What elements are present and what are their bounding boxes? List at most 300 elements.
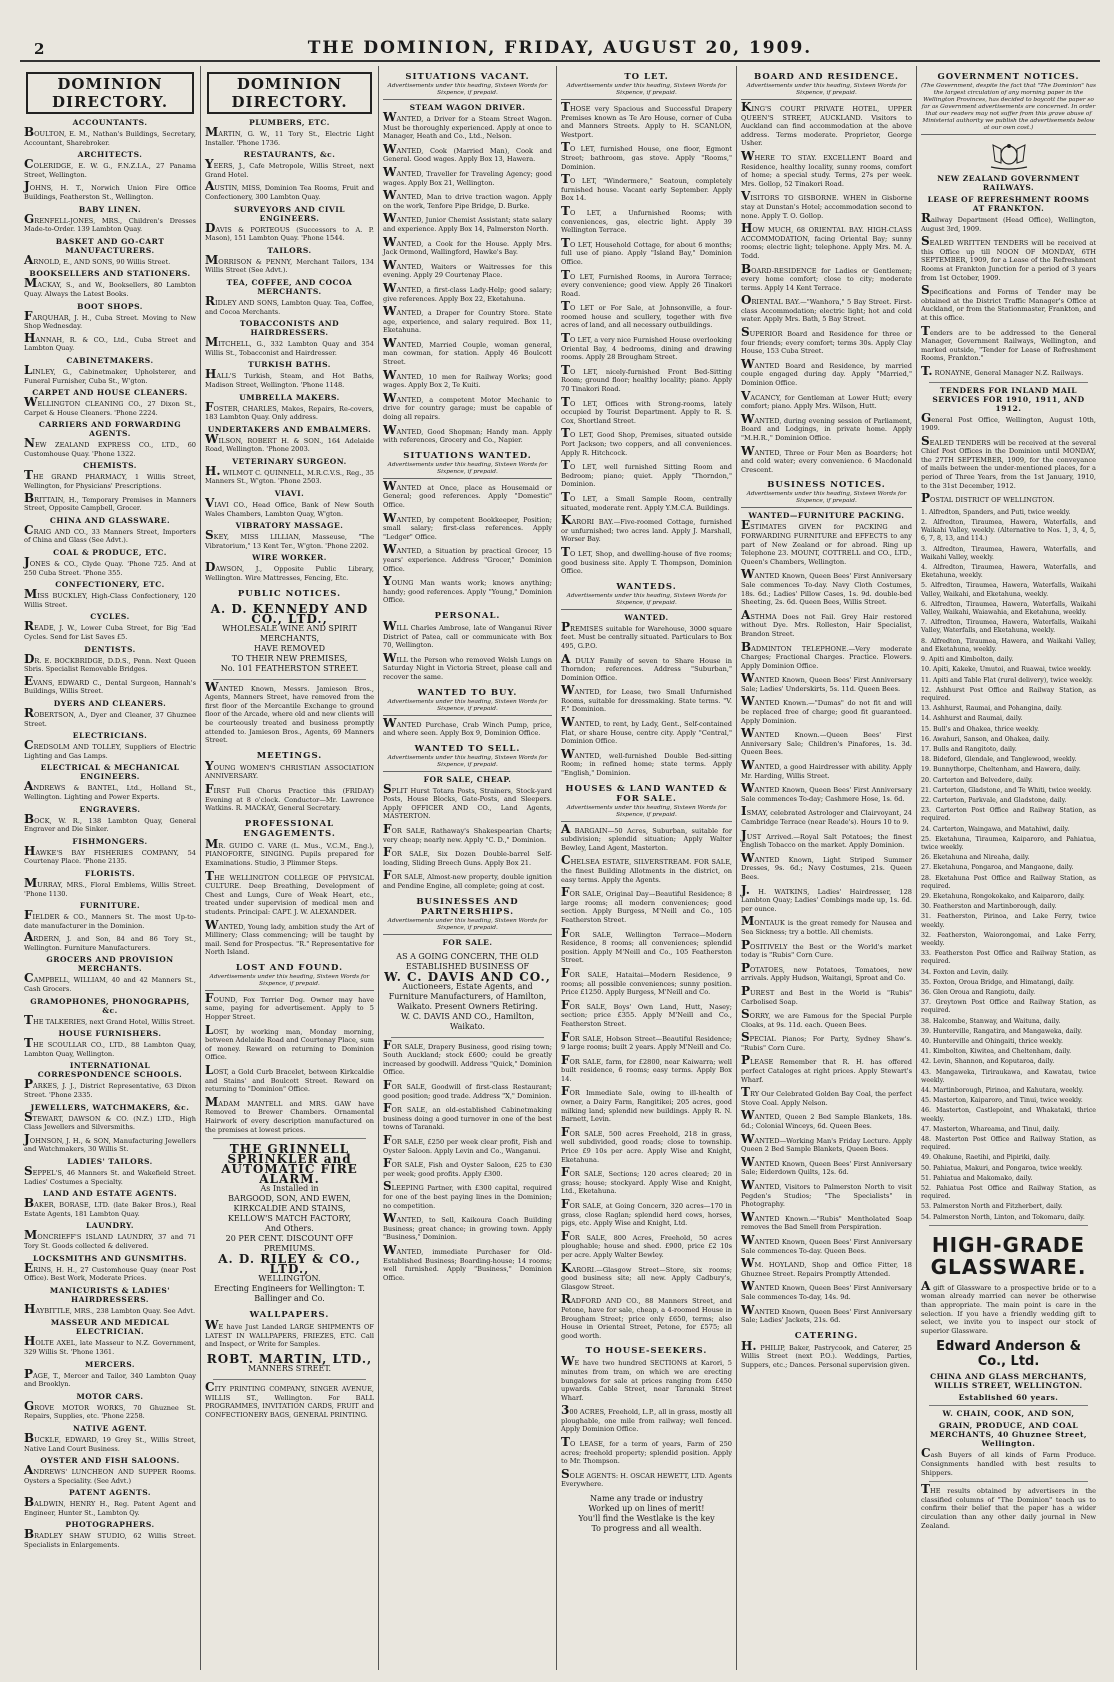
section-title: BUSINESSES AND PARTNERSHIPS. xyxy=(416,896,519,917)
classified-ad: VACANCY, for Gentleman at Lower Hutt; every comfort; piano. Apply Mrs. Wilson, Hutt. xyxy=(741,388,912,411)
verse-line: You'll find the Westlake is the key xyxy=(578,1514,715,1524)
directory-category: COAL & PRODUCE, ETC. xyxy=(53,548,167,558)
directory-category: TOBACCONISTS AND HAIRDRESSERS. xyxy=(239,319,340,338)
classified-ad: WANTED Known, Queen Bees' First Anniversary Sale commences To-day. Navy Cloth Costumes, 18s. 6d.; Ladies' Pillow Cases, 1s. 9d. double-bed Sheeting, 2s. 6d. Queen Bees, Willis Street. xyxy=(741,567,912,607)
classified-ad: WANTED, to Sell, Kaikoura Coach Building Business; great chance; in growing town. Apply "Business," Dominion. xyxy=(383,1211,552,1242)
directory-entry: BRITTAIN, H., Temporary Premises in Manners Street, Opposite Campbell, Grocer. xyxy=(24,490,196,513)
directory-category: TURKISH BATHS. xyxy=(248,360,331,370)
classified-ad: FOR SALE, an old-established Cabinetmaking business doing a good turnover in one of the best towns of Taranaki. xyxy=(383,1101,552,1132)
sub-heading: NEW ZEALAND GOVERNMENT RAILWAYS. xyxy=(937,174,1080,192)
directory-entry: EVANS, EDWARD C., Dental Surgeon, Hannah's Buildings, Willis Street. xyxy=(24,673,196,696)
directory-entry: ANDREWS' LUNCHEON AND SUPPER Rooms. Oysters a Speciality. (See Advt.) xyxy=(24,1463,196,1485)
directory-entry: COLERIDGE, E. W. G., F.N.Z.I.A., 27 Panama Street, Wellington. xyxy=(24,157,196,179)
classified-ad: PREMISES suitable for Warehouse, 3000 square feet. Must be centrally situated. Particulars to Box 495, G.P.O. xyxy=(561,619,732,650)
mail-route: 29. Eketahuna, Rongokokako, and Kaiparoro, daily. xyxy=(921,892,1085,900)
classified-ad: TO LET, a very nice Furnished House overlooking Oriental Bay, 4 bedrooms, dining and drawing rooms. Apply 28 Brougham Street. xyxy=(561,331,732,362)
directory-entry: CREDSOLM AND TOLLEY, Suppliers of Electric Lighting and Gas Lamps. xyxy=(24,738,196,760)
directory-category: VIBRATORY MASSAGE. xyxy=(235,521,344,531)
mail-route: 40. Hunterville and Ohingaiti, thrice weekly. xyxy=(921,1038,1063,1046)
classified-ad: WANTED, a Draper for Country Store. State age, experience, and salary required. Box 11, Eketahuna. xyxy=(383,304,552,335)
classified-ad: FOR SALE, 800 Acres, Freehold, 50 acres ploughable; house and shed. £900, price £2 10s per acre. Apply Walter Bewley. xyxy=(561,1228,732,1259)
classified-ad: PUREST and Best in the World is "Rubis" Carbolised Soap. xyxy=(741,983,912,1006)
mail-route: 5. Alfredton, Tiraumea, Hawera, Waterfalls, Waikahi Valley, Waikahi, and Eketahuna, weekly. xyxy=(921,582,1096,598)
cook-sub: GRAIN, PRODUCE, AND COAL MERCHANTS, 40 Ghuznee Street, Wellington. xyxy=(929,1421,1088,1449)
directory-entry: GROVE MOTOR WORKS, 70 Ghuznee St. Repairs, Supplies, etc. 'Phone 2258. xyxy=(24,1398,196,1421)
directory-category: JEWELLERS, WATCHMAKERS, &c. xyxy=(30,1102,190,1112)
classified-ad: WANTED, Cook (Married Man), Cook and General. Good wages. Apply Box 13, Hawera. xyxy=(383,141,552,164)
classified-ad: KARORI BAY.—Five-roomed Cottage, furnished or unfurnished; two acres land. Apply J. Marshall, Worser Bay. xyxy=(561,513,732,544)
directory-entry: MONCRIEFF'S ISLAND LAUNDRY, 37 and 71 Tory St. Goods collected & delivered. xyxy=(24,1228,196,1250)
directory-category: NATIVE AGENT. xyxy=(72,1423,148,1433)
mail-route: 7. Alfredton, Tiraumea, Hawera, Waterfalls, Waikahi Valley, Waterfalls, and Eketahuna, weekly. xyxy=(921,619,1096,635)
directory-category: CHEMISTS. xyxy=(83,461,137,471)
divider xyxy=(391,1037,544,1038)
directory-category: DYERS AND CLEANERS. xyxy=(53,698,167,708)
column-to-let xyxy=(556,66,736,1670)
mail-route: 9. Apiti and Kimbolton, daily. xyxy=(921,656,1014,664)
classified-ad: WANTED Purchase, Crab Winch Pump, price, and where seen. Apply Box 9, Dominion Office. xyxy=(383,715,552,738)
classified-ad: WILL Charles Ambrose, late of Wanganui River District of Patea, call or communicate with Box 70, Wellington. xyxy=(383,618,552,650)
classified-ad: BADMINTON TELEPHONE.—Very moderate Charges; Fractional Charges. Practice. Flowers. Apply Dominion Office. xyxy=(741,639,912,670)
classified-ad: WANTED, Waiters or Waitresses for this evening. Apply 29 Courtenay Place. xyxy=(383,257,552,280)
section-subtitle: Advertisements under this heading, Sixteen Words for Sixpence, if prepaid. xyxy=(383,918,552,935)
directory-entry: MISS BUCKLEY, High-Class Confectionery, 120 Willis Street. xyxy=(24,587,196,609)
classified-ad: WANTED, Married Couple, woman general, man cowman, for station. Apply 46 Boulcott Street. xyxy=(383,335,552,367)
section-subtitle: Advertisements under this heading, Sixteen Words for Sixpence, if prepaid. xyxy=(561,593,732,610)
classified-ad: WANTED Known, Messrs. Jamieson Bros., Agents, Manners Street, have removed from the first floor of the Mercantile Exchange to ground floor of the Arcade, where old and new clients will be courteously treated and business promptly attended to. Jamieson Bros., Agents, 69 Manners Street. xyxy=(205,679,374,745)
directory-category: ELECTRICIANS. xyxy=(72,731,148,741)
classified-ad: FOR SALE, Hataitai—Modern Residence, 9 rooms; all possible conveniences; sunny position. Price £1250. Apply Burgess, M'Neill and Co. xyxy=(561,965,732,997)
sprinkler-ad xyxy=(205,1144,374,1304)
column-government-notices xyxy=(916,66,1100,1670)
notice-paragraph: General Post Office, Wellington, August 10th, 1909. xyxy=(921,410,1096,433)
directory-category: CYCLES. xyxy=(90,612,130,622)
section-title: TO HOUSE-SEEKERS. xyxy=(585,1346,708,1357)
section-subtitle: Advertisements under this heading, Sixteen Words for Sixpence, if prepaid. xyxy=(741,83,912,100)
classified-ad: ORIENTAL BAY.—"Wanhora," 5 Bay Street. First-class Accommodation; electric light; hot and cold water. Apply Mrs. Bath, 5 Bay Street. xyxy=(741,293,912,324)
mail-route: 31. Featherston, Pirinoa, and Lake Ferry, twice weekly. xyxy=(921,913,1096,929)
classified-ad: WANTED, Queen 2 Bed Sample Blankets, 18s. 6d.; Colonial Winceys, 6d. Queen Bees. xyxy=(741,1108,912,1131)
ad-line: And Others. xyxy=(265,1224,314,1234)
classified-ad: WANTED, immediate Purchaser for Old-Established Business; Boarding-house; 14 rooms; well furnished. Apply "Business," Dominion Office. xyxy=(383,1242,552,1282)
classified-ad: JUST Arrived.—Royal Salt Potatoes; the finest English Tobacco on the market. Apply Dominion. xyxy=(741,827,912,850)
notice-paragraph: T. RONAYNE, General Manager N.Z. Railways. xyxy=(921,363,1084,378)
directory-category: OYSTER AND FISH SALOONS. xyxy=(40,1456,180,1466)
mail-route: 50. Pahiatua, Makuri, and Pongaroa, twice weekly. xyxy=(921,1164,1083,1172)
classified-ad: WANTED, to rent, by Lady, Gent., Self-contained Flat, or share House, centre city. Apply "Central," Dominion Office. xyxy=(561,715,732,746)
mail-route: 32. Featherston, Waiorongomai, and Lake Ferry, weekly. xyxy=(921,931,1096,947)
directory-category: LAND AND ESTATE AGENTS. xyxy=(42,1189,178,1199)
directory-entry: BOCK, W. R., 138 Lambton Quay, General Engraver and Die Sinker. xyxy=(24,811,196,834)
mail-route: 53. Palmerston North and Fitzherbert, daily. xyxy=(921,1203,1063,1211)
mail-route: 41. Kimbolton, Kiwitea, and Cheltenham, daily. xyxy=(921,1048,1072,1056)
directory-category: TEA, COFFEE, AND COCOA MERCHANTS. xyxy=(226,277,353,296)
mail-route: 12. Ashhurst Post Office and Railway Station, as required. xyxy=(921,686,1096,702)
advertiser-name: A. D. KENNEDY AND CO., LTD., xyxy=(210,601,369,626)
section-subtitle: Advertisements under this heading, Sixteen Words for Sixpence, if prepaid. xyxy=(561,805,732,822)
coat-of-arms-icon xyxy=(987,141,1031,171)
divider xyxy=(213,1379,366,1380)
classified-ad: BOARD-RESIDENCE for Ladies or Gentlemen; every home comfort; close to city; moderate terms. Apply 14 Kent Terrace. xyxy=(741,261,912,292)
directory-category: WIRE WORKER. xyxy=(252,553,327,563)
anderson-sub: CHINA AND GLASS MERCHANTS, WILLIS STREET, WELLINGTON. xyxy=(930,1372,1087,1391)
mail-route: 45. Masterton, Kaiparoro, and Tinui, twice weekly. xyxy=(921,1097,1083,1105)
classified-ad: RADFORD AND CO., 88 Manners Street, and Petone, have for sale, cheap, a 4-roomed House in Brougham Street; price only £650, terms; also House in Oriental Street, Petone, for £575; all good worth. xyxy=(561,1292,732,1340)
directory-title: DOMINION DIRECTORY. xyxy=(26,72,194,114)
advertiser-name: A. D. RILEY & CO., LTD., xyxy=(218,1252,361,1277)
directory-entry: WILSON, ROBERT H. & SON., 164 Adelaide Road, Wellington. 'Phone 2003. xyxy=(205,431,374,454)
mail-route: 42. Levin, Shannon, and Koputaroa, daily. xyxy=(921,1058,1055,1066)
mail-route: 2. Alfredton, Tiraumea, Hawera, Waterfalls, and Waikahi Valley, weekly. (Alternative to Nos. 1, 3, 4, 5, 6, 7, 8, 13, and 114.) xyxy=(921,519,1096,543)
directory-entry: BAKER, BORASE, LTD. (late Baker Bros.), Real Estate Agents, 181 Lambton Quay. xyxy=(24,1196,196,1218)
classified-ad: WANTED, Traveller for Traveling Agency; good wages. Apply Box 21, Wellington. xyxy=(383,164,552,187)
classified-ad: FOR SALE, at Going Concern, 320 acres—170 in grass, close Raglan; splendid herd cows, horses, pigs, etc. Apply Wise and Knight, Ltd. xyxy=(561,1197,732,1228)
directory-entry: SEPPEL'S, 46 Manners St. and Wakefield Street. Ladies' Costumes a Specialty. xyxy=(24,1164,196,1186)
mail-route: 27. Eketahuna, Pongaroa, and Mangaone, daily. xyxy=(921,864,1074,872)
mail-route: 33. Featherston Post Office and Railway Station, as required. xyxy=(921,950,1096,966)
directory-entry: BRADLEY SHAW STUDIO, 62 Willis Street. Specialists in Enlargements. xyxy=(24,1527,196,1550)
classified-ad: FOR SALE, Rathaway's Shakespearian Charts; very cheap; nearly new. Apply "C. D.," Dominion. xyxy=(383,822,552,844)
classified-ad: TO LET, Household Cottage, for about 6 months; full use of piano. Apply "Island Bay," Dominion Office. xyxy=(561,235,732,266)
directory-category: FURNITURE. xyxy=(79,901,141,911)
directory-entry: PARKES, J. J., District Representative, 63 Dixon Street. 'Phone 2335. xyxy=(24,1077,196,1100)
cook-name: W. CHAIN, COOK, AND SON, xyxy=(942,1409,1075,1419)
directory-entry: HAWKE'S BAY FISHERIES COMPANY, 54 Courtenay Place. 'Phone 2135. xyxy=(24,843,196,866)
classified-ad: PLEASE Remember that R. H. has offered perfect Cataloges at right prices. Apply Stewart's Wharf. xyxy=(741,1053,912,1084)
classified-ad: WANTED Known, Queen Bees' First Anniversary Sale commences To-day. Queen Bees. xyxy=(741,1232,912,1255)
classified-ad: TO LET, a Small Sample Room, centrally situated, moderate rent. Apply Y.M.C.A. Buildings. xyxy=(561,489,732,512)
mail-route: 11. Apiti and Table Flat (rural delivery), twice weekly. xyxy=(921,676,1093,684)
ad-line: No. 101 FEATHERSTON STREET. xyxy=(220,663,359,673)
classified-ad: A DULY Family of seven to Share House in Thorndon; references. Address "Suburban," Dominion Office. xyxy=(561,651,732,682)
directory-entry: YEERS, J., Cafe Metropole, Willis Street, next Grand Hotel. xyxy=(205,157,374,179)
mail-route: 19. Bunnythorpe, Cheltenham, and Hawera, daily. xyxy=(921,766,1081,774)
directory-category: BOOT SHOPS. xyxy=(77,301,143,311)
directory-entry: HOLTE AXEL, late Masseur to N.Z. Government, 329 Willis St. 'Phone 1361. xyxy=(24,1334,196,1356)
directory-entry: WELLINGTON CLEANING CO., 27 Dixon St., Carpet & House Cleaners. 'Phone 2224. xyxy=(24,395,196,417)
section-title: SITUATIONS VACANT. xyxy=(405,72,530,82)
directory-category: ELECTRICAL & MECHANICAL ENGINEERS. xyxy=(40,763,180,782)
section-title: WANTEDS. xyxy=(616,581,677,592)
verse-line: Worked up on lines of merit! xyxy=(588,1504,705,1514)
mail-route: 25. Eketahuna, Tiraumea, Kaiparoro, and Pahiatua, twice weekly. xyxy=(921,835,1096,851)
directory-entry: JOHNSON, J. H., & SON, Manufacturing Jewellers and Watchmakers, 30 Willis St. xyxy=(24,1131,196,1154)
classified-ad: WANTED, a competent Motor Mechanic to drive for country garage; must be capable of doing all repairs. xyxy=(383,390,552,422)
advertiser-name: ROBT. MARTIN, LTD., xyxy=(206,1351,373,1366)
section-title: GOVERNMENT NOTICES. xyxy=(937,72,1080,82)
mail-route: 24. Carterton, Waingawa, and Matahiwi, daily. xyxy=(921,825,1070,833)
classified-ad: THOSE very Spacious and Successful Drapery Premises known as Te Aro House, corner of Cuba and Manners Streets. Apply to H. SCANLON, Westport. xyxy=(561,100,732,139)
directory-category: ACCOUNTANTS. xyxy=(72,118,148,127)
mail-route: 37. Greytown Post Office and Railway Station, as required. xyxy=(921,999,1096,1015)
section-subtitle: Advertisements under this heading, Sixteen Words for Sixpence, if prepaid. xyxy=(741,491,912,508)
mail-route: 1. Alfredton, Spanders, and Puti, twice weekly. xyxy=(921,508,1071,516)
classified-ad: WANTED Known.—Queen Bees' First Anniversary Sale; Children's Pinafores, 1s. 3d. Queen Bees. xyxy=(741,726,912,757)
westlake-verse xyxy=(561,1494,732,1534)
mail-route: 6. Alfredton, Tiraumea, Hawera, Waterfalls, Waikahi Valley, Waikahi, Waiawahia, and Eketahuna, weekly. xyxy=(921,600,1096,617)
classified-ad: WANTED, Three or Four Men as Boarders; hot and cold water; every convenience. 6 Macdonald Crescent. xyxy=(741,443,912,474)
classified-ad: CITY PRINTING COMPANY, SINGER AVENUE, WILLIS ST., Wellington. For BALL PROGRAMMES, INVITATION CARDS, FRUIT and CONFECTIONERY BAGS, GENERAL PRINTING. xyxy=(205,1379,374,1419)
classified-ad: J. H. WATKINS, Ladies' Hairdresser, 128 Lambton Quay; Ladies' Combings made up, 1s. 6d. per ounce. xyxy=(741,882,912,913)
classified-ad: FOR SALE, Goodwill of first-class Restaurant; good position; good trade. Address "X," Dominion. xyxy=(383,1078,552,1100)
classified-ad: WANTED Known, Queen Bees' First Anniversary Sale; Eiderdown Quilts, 12s. 6d. xyxy=(741,1154,912,1177)
directory-category: FISHMONGERS. xyxy=(72,836,148,846)
directory-entry: FOSTER, CHARLES, Makes, Repairs, Re-covers, 183 Lambton Quay. Only address. xyxy=(205,399,374,422)
sub-heading: TENDERS FOR INLAND MAIL SERVICES FOR 1910, 1911, AND 1912. xyxy=(932,385,1085,413)
mail-route: 46. Masterton, Castlepoint, and Whakataki, thrice weekly. xyxy=(921,1107,1096,1123)
directory-entry: MITCHELL, G., 332 Lambton Quay and 354 Willis St., Tobacconist and Hairdresser. xyxy=(205,335,374,357)
classified-ad: POTATOES, new Potatoes, Tomatoes, new arrivals. Apply Hudson, Waitangi, Sproat and Co. xyxy=(741,960,912,983)
directory-title: DOMINION DIRECTORY. xyxy=(207,72,372,114)
ad-line: WELLINGTON. xyxy=(258,1274,321,1284)
classified-ad: WANTED, a Situation by practical Grocer, 15 years' experience. Address "Grocer," Dominion Office. xyxy=(383,542,552,573)
mail-route: 4. Alfredton, Tiraumea, Hawera, Waterfalls, and Eketahuna, weekly. xyxy=(921,564,1096,580)
notice-paragraph: SEALED WRITTEN TENDERS will be received at this Office up till NOON OF MONDAY, 6TH SEPTEMBER, 1909, for a Lease of the Refreshment Rooms at Frankton Junction for a period of 3 years from 1st October, 1909. xyxy=(921,234,1096,282)
kennedy-ad xyxy=(205,601,374,674)
classified-ad: KARORI.—Glasgow Street—Store, six rooms; good business site; all new. Apply Cadbury's, Glasgow Street. xyxy=(561,1260,732,1291)
directory-entry: DAVIS & PORTEOUS (Successors to A. P. Mason), 151 Lambton Quay. 'Phone 1544. xyxy=(205,220,374,243)
directory-category: SURVEYORS AND CIVIL ENGINEERS. xyxy=(234,204,345,223)
ad-line: AS A GOING CONCERN, THE OLD ESTABLISHED BUSINESS OF xyxy=(396,951,539,971)
verse-line: To progress and all wealth. xyxy=(591,1524,702,1534)
directory-category: PATENT AGENTS. xyxy=(69,1488,151,1498)
glassware-body: A gift of Glassware to a prospective bride or to a woman already married can never be otherwise than appropriate. The main point is care in the selection. If you have a friendly wedding gift to select, we invite you to inspect our stock of superior Glassware. xyxy=(921,1278,1096,1335)
classified-ad: SLEEPING Partner, with £300 capital, required for one of the best paying lines in the Dominion; no competition. xyxy=(383,1179,552,1210)
directory-category: DENTISTS. xyxy=(84,644,136,654)
directory-entry: BUCKLE, EDWARD, 19 Grey St., Willis Street, Native Land Court Business. xyxy=(24,1430,196,1453)
section-subtitle: Advertisements under this heading, Sixteen Words for Sixpence, if prepaid. xyxy=(383,83,552,100)
directory-category: INTERNATIONAL CORRESPONDENCE SCHOOLS. xyxy=(37,1061,183,1080)
divider xyxy=(929,1225,1088,1226)
mail-route: 13. Ashhurst, Raumai, and Pohangina, daily. xyxy=(921,705,1063,713)
classified-ad: TO LET, Offices with Strong-rooms, lately occupied by Tourist Department. Apply to R. S. Cox, Shortland Street. xyxy=(561,394,732,425)
martin-ad xyxy=(205,1351,374,1374)
mail-route: 44. Martinborough, Pirinoa, and Kahutara, weekly. xyxy=(921,1087,1084,1095)
divider xyxy=(213,1138,366,1139)
classified-ad: WANTED Known.—"Dumas" do not fit and will be replaced free of charge; good fit guaranteed. Apply Dominion. xyxy=(741,694,912,725)
mail-route: 20. Carterton and Belvedere, daily. xyxy=(921,776,1033,784)
mail-route: 16. Awahuri, Sanson, and Ohakea, daily. xyxy=(921,735,1050,743)
classified-ad: TO LET, Good Shop, Premises, situated outside Port Jackson; two coppers, and all conveniences. Apply R. Hitchcock. xyxy=(561,426,732,457)
directory-entry: FARQUHAR, J. H., Cuba Street. Moving to New Shop Wednesday. xyxy=(24,308,196,331)
classified-ad: WANTED, 10 men for Railway Works; good wages. Apply Box 2, Te Kuiti. xyxy=(383,367,552,390)
ad-line: TO THEIR NEW PREMISES, xyxy=(231,653,348,663)
advertiser-name: THE GRINNELL SPRINKLER and AUTOMATIC FIRE ALARM. xyxy=(221,1142,358,1187)
directory-category: GRAMOPHONES, PHONOGRAPHS, &c. xyxy=(30,996,190,1015)
ad-line: WHOLESALE WINE AND SPIRIT MERCHANTS, xyxy=(222,623,357,643)
classified-ad: SPLIT Hurst Totara Posts, Strainers, Stock-yard Posts, House Blocks, Gate-Posts, and Sleepers. Apply OFFICER AND CO., Land Agents, MASTERTON. xyxy=(383,781,552,821)
mail-route: 10. Apiti, Kakeke, Umutoi, and Ruawai, twice weekly. xyxy=(921,666,1092,674)
mail-route: 30. Featherston and Martinborough, daily. xyxy=(921,903,1057,911)
directory-category: PLUMBERS, ETC. xyxy=(249,118,330,127)
directory-category: TAILORS. xyxy=(267,245,312,255)
divider xyxy=(213,679,366,680)
masthead: THE DOMINION, FRIDAY, AUGUST 20, 1909. xyxy=(307,38,813,58)
directory-entry: MORRISON & PENNY, Merchant Tailors, 134 Willis Street (See Advt.). xyxy=(205,252,374,275)
directory-entry: ERINS, H. H., 27 Customhouse Quay (near Post Office). Best Work, Moderate Prices. xyxy=(24,1260,196,1283)
directory-entry: AUSTIN, MISS, Dominion Tea Rooms, Fruit and Confectionery, 300 Lambton Quay. xyxy=(205,179,374,201)
ad-line: KIRKCALDIE AND STAINS, xyxy=(233,1204,346,1214)
classified-ad: TO LET, furnished House, one floor, Egmont Street; bathroom, gas stove. Apply "Rooms," Dominion. xyxy=(561,140,732,171)
directory-entry: GRENFELL-JONES, MRS., Children's Dresses Made-to-Order. 139 Lambton Quay. xyxy=(24,211,196,234)
section-title: SITUATIONS WANTED. xyxy=(403,450,532,461)
sub-heading: WANTED—FURNITURE PACKING. xyxy=(748,511,905,521)
ad-line: HAVE REMOVED xyxy=(253,643,326,653)
classified-ad: MONTAUK is the great remedy for Nausea and Sea Sickness; try a bottle. All chemists. xyxy=(741,914,912,936)
classified-ad: 300 ACRES, Freehold, L.P., all in grass, mostly all ploughable, one mile from railway; well fenced. Apply Dominion Office. xyxy=(561,1403,732,1434)
classified-ad: SORRY, we are Famous for the Special Purple Cloaks, at 9s. 11d. each. Queen Bees. xyxy=(741,1007,912,1029)
directory-entry: READE, J. W., Lower Cuba Street, for Big 'Ead Cycles. Send for List Saves £5. xyxy=(24,619,196,641)
divider xyxy=(929,1481,1088,1482)
classified-ad: WANTED, Young lady, ambition study the Art of Millinery; Class commencing; will be taught by mail. Send for Prospectus. "R." Representative for North Island. xyxy=(205,917,374,957)
classified-ad: TO LET, nicely-furnished Front Bed-Sitting Room; ground floor; healthy locality; piano. Apply 70 Tinakori Road. xyxy=(561,362,732,394)
mail-route: 35. Foxton, Oroua Bridge, and Himatangi, daily. xyxy=(921,978,1074,986)
section-title: WANTED TO BUY. xyxy=(417,687,518,698)
classified-ad: WANTED at Once, place as Housemaid or General; good references. Apply "Domestic" Office. xyxy=(383,478,552,509)
directory-entry: THE GRAND PHARMACY, 1 Willis Street, Wellington, for Physicians' Prescriptions. xyxy=(24,468,196,491)
classified-ad: WM. HOYLAND, Shop and Office Fitter, 18 Ghuznee Street. Repairs Promptly Attended. xyxy=(741,1256,912,1278)
classified-ad: ISMAY, celebrated Astrologer and Clairvoyant, 24 Cambridge Terrace (near Reade's). Hours 10 to 9. xyxy=(741,804,912,826)
classified-ad: WANTED, for Lease, two Small Unfurnished Rooms, suitable for dressmaking. State terms. "V. F." Dominion. xyxy=(561,683,732,714)
classified-ad: ASTHMA Does not Fail. Grey Hair restored without Dye. Mrs. Rolleston, Hair Specialist, Brandon Street. xyxy=(741,607,912,638)
mail-route: 15. Bull's and Ohakea, thrice weekly. xyxy=(921,725,1040,733)
ad-line: W. C. DAVIS AND CO., xyxy=(384,969,551,984)
directory-entry: HANNAH, R. & CO., Ltd., Cuba Street and Lambton Quay. xyxy=(24,330,196,353)
directory-category: BOOKSELLERS AND STATIONERS. xyxy=(29,269,191,279)
directory-category: ENGRAVERS. xyxy=(79,804,141,814)
classified-ad: WANTED, during evening session of Parliament, Board and Lodgings, in private home. Apply "M.H.R.," Dominion Office. xyxy=(741,411,912,442)
classified-ad: LOST, by working man, Monday morning, between Adelaide Road and Courtenay Place, sum of money. Reward on returning to Dominion Office. xyxy=(205,1022,374,1062)
directory-entry: NEW ZEALAND EXPRESS CO., LTD., 60 Customhouse Quay. 'Phone 1322. xyxy=(24,436,196,458)
directory-category: VIAVI. xyxy=(274,489,305,499)
directory-category: FLORISTS. xyxy=(84,868,136,878)
section-title: LOST AND FOUND. xyxy=(235,962,344,973)
section-subtitle: Advertisements under this heading, Sixteen Words for Sixpence, if prepaid. xyxy=(383,699,552,716)
classified-ad: MR. GUIDO C. VARE (L. Mus., V.C.M., Eng.), PIANOFORTE, SINGING. Pupils prepared for Examinations. Studio, 3 Plimmer Steps. xyxy=(205,836,374,867)
mail-route: 48. Masterton Post Office and Railway Station, as required. xyxy=(921,1136,1096,1152)
classified-ad: TO LET or For Sale, at Johnsonville, a four-roomed house and scullery, together with five acres of land, and all necessary outbuildings. xyxy=(561,299,732,330)
directory-entry: SKEY, MISS LILLIAN, Masseuse, "The Vibratorium," 13 Kent Ter., W'gton. 'Phone 2202. xyxy=(205,528,374,550)
classified-ad: TO LET, Furnished Rooms, in Aurora Terrace; every convenience; good view. Apply 26 Tinakori Road. xyxy=(561,267,732,298)
classified-ad: FIRST Full Chorus Practice this (FRIDAY) Evening at 8 o'clock. Conductor—Mr. Lawrence Watkins. R. MACKAY, General Secretary. xyxy=(205,781,374,813)
classified-ad: WE have Just Landed LARGE SHIPMENTS OF LATEST IN WALLPAPERS, FRIEZES, ETC. Call and Inspect, or Write for Samples. xyxy=(205,1318,374,1349)
directory-entry: LINLEY, G., Cabinetmaker, Upholsterer, and Funeral Furnisher, Cuba St., W'gton. xyxy=(24,362,196,385)
section-subtitle: (The Government, despite the fact that "The Dominion" has the largest circulation of any morning paper in the Wellington Provinces, has decided to boycott the paper so far as Government advertisements are concerned. In order that our readers may not suffer from this grave abuse of Ministerial authority we publish the advertisements below at our own cost.) xyxy=(921,83,1096,135)
directory-entry: DR. E. BOCKBRIDGE, D.D.S., Penn. Next Queen Sbris. Specialist Removable Bridges. xyxy=(24,651,196,674)
classified-ad: WANTED Known, Queen Bees' First Anniversary Sale commences To-day; Cashmere Hose, 1s. 6d. xyxy=(741,781,912,803)
directory-category: VETERINARY SURGEON. xyxy=(232,456,347,466)
classified-ad: WANTED, Junior Chemist Assistant; state salary and experience. Apply Box 14, Palmerston North. xyxy=(383,211,552,233)
directory-category: BASKET AND GO-CART MANUFACTURERS. xyxy=(55,236,165,255)
classified-ad: WANTED, well-furnished Double Bed-sitting Room; in refined home; state terms. Apply "English," Dominion. xyxy=(561,746,732,778)
anderson-name: Edward Anderson & Co., Ltd. xyxy=(936,1339,1081,1370)
directory-entry: ROBERTSON, A., Dyer and Cleaner, 37 Ghuznee Street. xyxy=(24,705,196,728)
mail-route: 8. Alfredton, Tiraumea, Hawera, and Waikahi Valley, and Eketahuna, weekly. xyxy=(921,637,1096,653)
directory-entry: MARTIN, G. W., 11 Tory St., Electric Light Installer. 'Phone 1736. xyxy=(205,125,374,147)
classified-ad: FOR SALE, Fish and Oyster Saloon, £25 to £30 per week; good profits. Apply £300. xyxy=(383,1156,552,1178)
classified-ad: WANTED, Good Shopman; Handy man. Apply with references, Grocery and Co., Napier. xyxy=(383,422,552,445)
ad-line: Auctioneers, Estate Agents, and Furniture Manufacturers, of Hamilton, Waikato. Present Owners Retiring. xyxy=(388,981,547,1011)
notice-paragraph: SEALED TENDERS will be received at the several Chief Post Offices in the Dominion until MONDAY, the 27TH SEPTEMBER, 1909, for the conveyance of mails between the under-mentioned places, for a period of Three Years, from the 1st January, 1910, to the 31st December, 1912. xyxy=(921,433,1096,490)
directory-category: LOCKSMITHS AND GUNSMITHS. xyxy=(33,1253,187,1263)
mail-route: 17. Bulls and Rangitoto, daily. xyxy=(921,745,1017,753)
directory-category: CABINETMAKERS. xyxy=(66,355,154,365)
directory-entry: PAGE, T., Mercer and Tailor, 340 Lambton Quay and Brooklyn. xyxy=(24,1366,196,1389)
classified-ad: WANTED, a first-class Lady-Help; good salary; give references. Apply Box 22, Eketahuna. xyxy=(383,280,552,303)
sub-heading: FOR SALE, CHEAP. xyxy=(423,774,512,784)
mail-route: 23. Carterton Post Office and Railway Station, as required. xyxy=(921,807,1096,823)
column-board-residence xyxy=(736,66,916,1670)
ad-line: KELLOW'S MATCH FACTORY, xyxy=(227,1214,352,1224)
directory-entry: MACKAY, S., and W., Booksellers, 80 Lambton Quay. Always the Latest Books. xyxy=(24,276,196,298)
final-notice: THE results obtained by advertisers in the classified columns of "The Dominion" teach us to confirm their belief that the paper has a wider circulation than any other daily journal in New Zealand. xyxy=(921,1482,1096,1530)
classified-ad: HOW MUCH, 68 ORIENTAL BAY. HIGH-CLASS ACCOMMODATION, facing Oriental Bay; sunny rooms; electric light; telephone. Apply Mrs. M. A. Todd. xyxy=(741,221,912,260)
mail-route: 26. Eketahuna and Nireaha, daily. xyxy=(921,854,1030,862)
mail-route: 14. Ashhurst and Raumai, daily. xyxy=(921,715,1023,723)
directory-category: RESTAURANTS, &c. xyxy=(243,150,336,160)
directory-entry: CRAIG AND CO., 33 Manners Street, Importers of China and Glass (See Advt.). xyxy=(24,522,196,545)
notice-paragraph: Railway Department (Head Office), Wellington, August 3rd, 1909. xyxy=(921,211,1096,233)
mail-route: 18. Bideford, Glendale, and Tanglewood, weekly. xyxy=(921,756,1077,764)
davis-ad xyxy=(383,952,552,1032)
section-title: PROFESSIONAL ENGAGEMENTS. xyxy=(243,818,336,839)
ad-line: As Installed in xyxy=(260,1184,319,1194)
classified-ad: TO LET, Shop, and dwelling-house of five rooms; good business site. Apply T. Thompson, Dominion Office. xyxy=(561,544,732,576)
section-title: WANTED TO SELL. xyxy=(414,743,521,754)
classified-ad: FOR SALE, Sections; 120 acres cleared; 20 in grass; house; stockyard. Apply Wise and Knight, Ltd., Eketahuna. xyxy=(561,1165,732,1196)
classified-ad: FOR SALE, 500 acres Freehold, 218 in grass, well subdivided, good roads; close to township. Price £9 10s per acre. Apply Wise and Knight, Eketahuna. xyxy=(561,1124,732,1164)
classified-ad: H. PHILIP, Baker, Pastrycook, and Caterer, 25 Willis Street (next P.O.). Weddings, Parties, Suppers, etc.; Dances. Personal supervision given. xyxy=(741,1338,912,1369)
ad-line: BARGOOD, SON, AND EWEN, xyxy=(228,1194,351,1204)
mail-route: 22. Carterton, Parkvale, and Gladstone, daily. xyxy=(921,796,1067,804)
directory-entry: FIELDER & CO., Manners St. The most Up-to-date manufacturer in the Dominion. xyxy=(24,908,196,930)
directory-entry: RIDLEY AND SONS, Lambton Quay. Tea, Coffee, and Cocoa Merchants. xyxy=(205,293,374,316)
column-directory-1 xyxy=(20,66,200,1670)
classified-ad: TO LET, "Windermere," Seatoun, completely furnished house. Vacant early September. Apply Box 14. xyxy=(561,172,732,203)
sub-heading: LEASE OF REFRESHMENT ROOMS AT FRANKTON. xyxy=(927,195,1090,213)
ad-line: MANNERS STREET. xyxy=(247,1363,332,1373)
classified-ad: FOR SALE, £250 per week clear profit, Fish and Oyster Saloon. Apply Levin and Co., Wanganui. xyxy=(383,1132,552,1155)
classified-ad: WANTED Board and Residence, by married couple engaged during day. Apply "Married," Dominion Office. xyxy=(741,356,912,388)
directory-category: CONFECTIONERY, ETC. xyxy=(55,580,165,590)
classified-ad: WILL the Person who removed Welsh Lungs on Saturday Night in Victoria Street, please call and recover the same. xyxy=(383,650,552,681)
directory-category: LADIES' TAILORS. xyxy=(67,1157,153,1166)
directory-category: GROCERS AND PROVISION MERCHANTS. xyxy=(46,955,174,974)
classified-ad: FOR SALE, farm, for £2800, near Kaiwarra; well built residence, 6 rooms; easy terms. Apply Box 14. xyxy=(561,1052,732,1083)
classified-ad: TO LET, a Unfurnished Rooms; with conveniences, gas, electric light. Apply 39 Wellington Terrace. xyxy=(561,203,732,235)
verse-line: Name any trade or industry xyxy=(590,1494,703,1504)
classified-ad: THE WELLINGTON COLLEGE OF PHYSICAL CULTURE. Deep Breathing, Development of Chest and Lungs, Cure of Weak Heart, etc., treated under supervision of medical men and students. Principal: CAPT. J. W. ALEXANDER. xyxy=(205,868,374,916)
notice-paragraph: POSTAL DISTRICT OF WELLINGTON. xyxy=(921,491,1055,506)
classified-ad: FOR SALE, Hobson Street—Beautiful Residence; 9 large rooms; built 2 years. Apply M'Neill and Co. xyxy=(561,1029,732,1052)
classified-ad: FOR SALE, Drapery Business, good rising town; South Auckland; stock £600; could be greatly increased by goodwill. Address "Quick," Dominion Office. xyxy=(383,1037,552,1077)
classified-ad: FOR SALE, Original Day—Beautiful Residence; 8 large rooms; all modern conveniences; good section. Apply Burgess, M'Neill and Co., 105 Featherston Street. xyxy=(561,885,732,924)
classified-ad: YOUNG Man wants work; knows anything; handy; good references. Apply "Young," Dominion Office. xyxy=(383,574,552,605)
section-subtitle: Advertisements under this heading, Sixteen Words for Sixpence, if prepaid. xyxy=(383,462,552,479)
directory-entry: ARNOLD, E., AND SONS, 90 Willis Street. xyxy=(24,252,171,267)
anderson-est: Established 60 years. xyxy=(958,1393,1059,1403)
column-situations xyxy=(378,66,556,1670)
ad-line: Erecting Engineers for Wellington: T. Ballinger and Co. xyxy=(214,1284,365,1304)
directory-category: BABY LINEN. xyxy=(78,204,142,214)
directory-entry: JONES & CO., Clyde Quay. 'Phone 725. And at 250 Cuba Street. 'Phone 355. xyxy=(24,555,196,577)
classified-ad: FOR SALE, Six Dozen Double-barrel Self-loading, Sliding Breech Guns. Apply Box 21. xyxy=(383,845,552,867)
mail-route: 38. Halcombe, Stanway, and Waituna, daily. xyxy=(921,1017,1061,1025)
page-header xyxy=(20,38,1100,62)
classified-ad: VISITORS TO GISBORNE. WHEN in Gisborne stay at Dunstan's Hotel; accommodation second to none. Apply T. O. Gollop. xyxy=(741,189,912,220)
classified-ad: WANTED—Working Man's Friday Lecture. Apply Queen 2 Bed Sample Blankets, Queen Bees. xyxy=(741,1131,912,1154)
mail-route: 28. Eketahuna Post Office and Railway Station, as required. xyxy=(921,874,1096,890)
